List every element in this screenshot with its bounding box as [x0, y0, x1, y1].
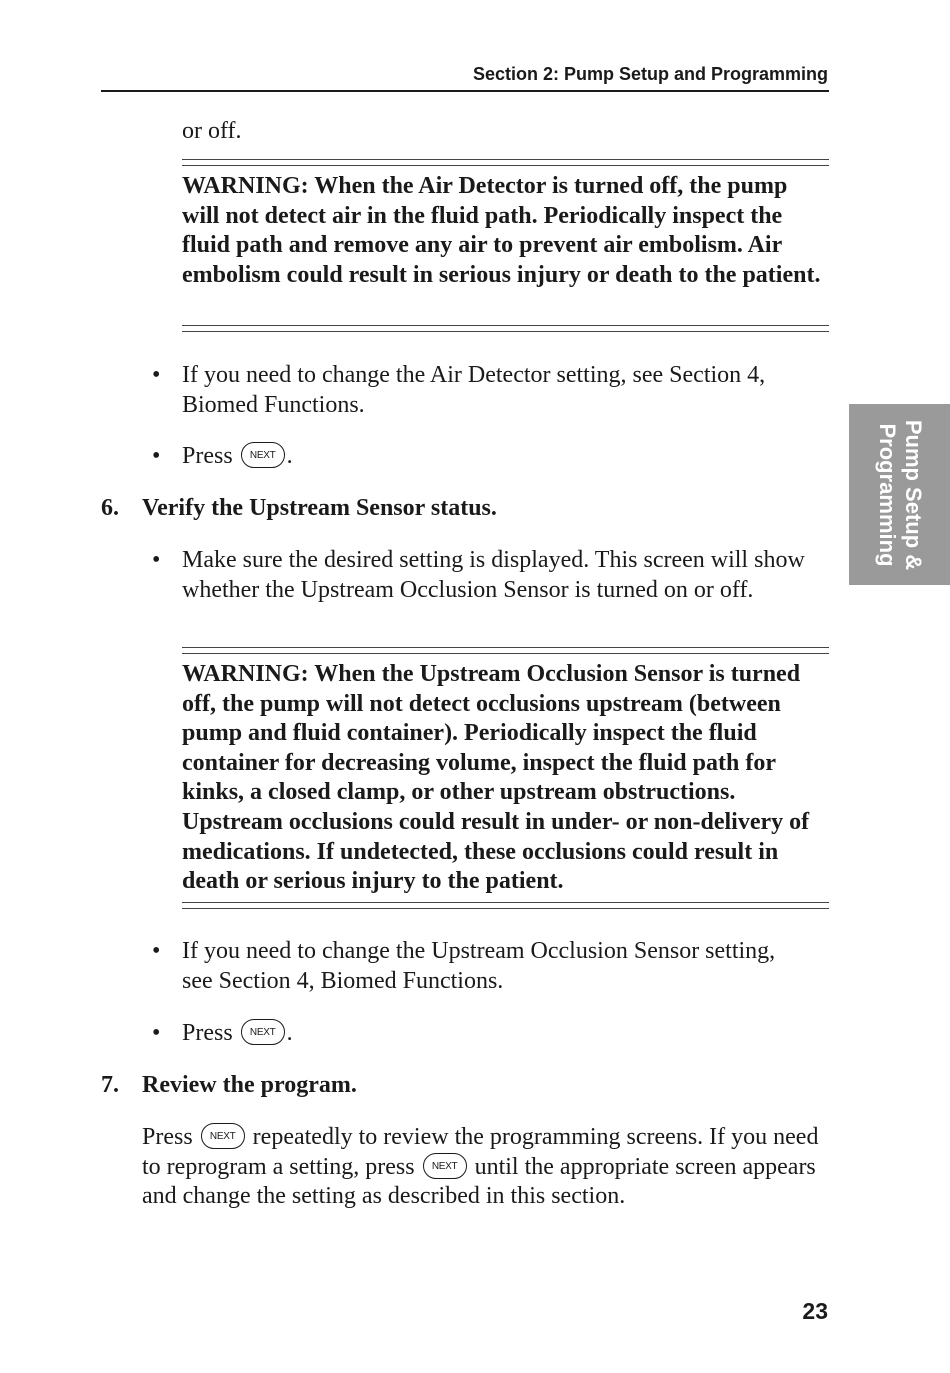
para-part3: until the appropriate screen appears and change the setting as described in this section.: [142, 1153, 816, 1210]
bullet-marker: •: [152, 1020, 161, 1046]
warning-bottom-rule: [182, 325, 829, 333]
section-side-tab: [849, 404, 950, 585]
next-key-icon: NEXT: [423, 1153, 467, 1179]
para-part2: repeatedly to review the programming screens. If you need to reprogram a setting, press: [142, 1124, 819, 1180]
warning-upstream-occlusion: WARNING: When the Upstream Occlusion Sensor is turned off, the pump will not detect occlusions upstream (between pump and fluid container). Periodically inspect the fluid container for decreasing volume, inspect the fluid path for kinks, a closed clamp, or other upstream obstructions. Upstream occlusions could result in under- or non-delivery of medications. If undetected, these occlusions could result in death or serious injury to the patient.: [182, 661, 810, 895]
next-key-icon: NEXT: [241, 442, 285, 468]
continuation-text: or off.: [182, 118, 242, 144]
press-label: Press: [182, 443, 233, 469]
running-header: Section 2: Pump Setup and Programming: [472, 64, 828, 84]
bullet-marker: •: [152, 443, 161, 469]
side-tab-line1: Pump Setup &: [900, 419, 926, 570]
review-program-paragraph: [142, 1123, 832, 1212]
warning-air-detector: WARNING: When the Air Detector is turned off, the pump will not detect air in the fluid path. Periodically inspect the fluid path and remove any air to prevent air embolism. Air embolism could result in serious injury or death to the patient.: [182, 173, 821, 288]
press-end: .: [286, 1020, 293, 1046]
para-part1: Press: [142, 1124, 193, 1150]
side-tab-line2: Programming: [874, 422, 900, 567]
bullet-marker: •: [152, 362, 161, 388]
bullet-marker: •: [152, 547, 161, 573]
bullet-change-upstream-sensor: If you need to change the Upstream Occlusion Sensor setting, see Section 4, Biomed Functions.: [182, 938, 776, 994]
step-number: 6.: [101, 495, 119, 521]
warning-top-rule: [182, 159, 829, 167]
next-key-icon: NEXT: [201, 1123, 245, 1149]
bullet-marker: •: [152, 938, 161, 964]
step-title: Verify the Upstream Sensor status.: [142, 495, 497, 521]
header-rule: [101, 90, 829, 92]
warning-top-rule: [182, 647, 829, 655]
page-number: 23: [802, 1298, 828, 1324]
step-title: Review the program.: [142, 1072, 357, 1098]
step-number: 7.: [101, 1072, 119, 1098]
bullet-make-sure-setting: Make sure the desired setting is displayed. This screen will show whether the Upstream Occlusion Sensor is turned on or off.: [182, 547, 805, 603]
press-end: .: [286, 443, 293, 469]
press-label: Press: [182, 1020, 233, 1046]
warning-bottom-rule: [182, 902, 829, 910]
side-tab-label: [874, 419, 926, 569]
bullet-press-next: [182, 442, 822, 472]
bullet-press-next: [182, 1019, 822, 1049]
bullet-change-air-detector: If you need to change the Air Detector setting, see Section 4, Biomed Functions.: [182, 362, 766, 418]
next-key-icon: NEXT: [241, 1019, 285, 1045]
